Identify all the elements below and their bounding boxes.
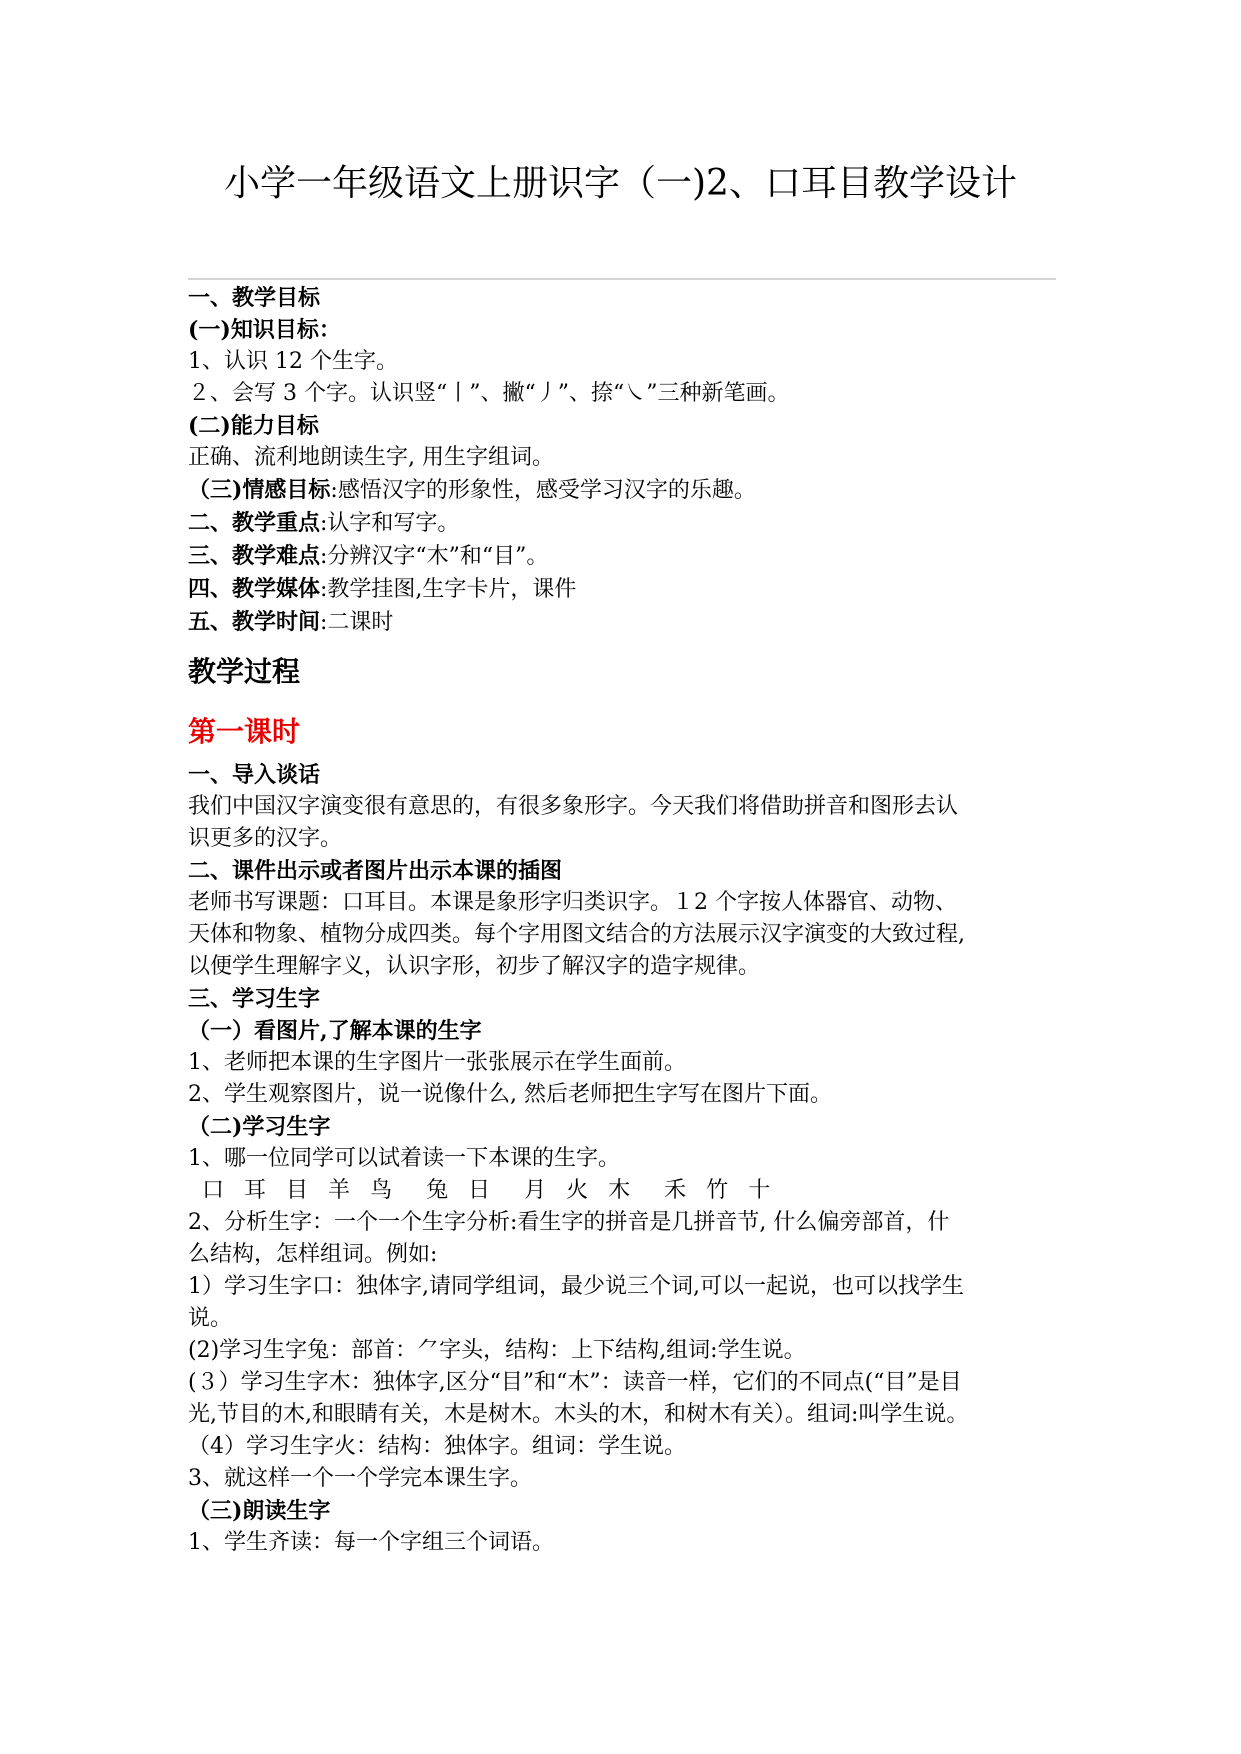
section-3-title: 三、学习生字	[188, 986, 321, 1012]
emotion-goal-label: （三)情感目标	[188, 477, 331, 503]
media-label: 四、教学媒体	[188, 576, 321, 602]
difficulty-line	[188, 540, 1056, 573]
character-item: 羊	[328, 1178, 351, 1203]
goals-heading: 一、教学目标	[188, 285, 321, 311]
character-item: 火	[566, 1178, 589, 1203]
knowledge-goal-label: (一)知识目标：	[188, 317, 341, 343]
subsection-2-line-5a: (３）学习生字木：独体字,区分“目”和“木”：读音一样，它们的不同点(“目”是目	[188, 1370, 962, 1395]
character-item: 鸟	[370, 1178, 393, 1203]
subsection-2-line-3b: 说。	[188, 1306, 233, 1331]
subsection-3-title: （三)朗读生字	[188, 1498, 331, 1524]
section-2-title: 二、课件出示或者图片出示本课的插图	[188, 858, 563, 884]
subsection-2-line-5b: 光,节目的木,和眼睛有关，木是树木。木头的木，和树木有关）。组词:叫学生说。	[188, 1402, 969, 1427]
character-item: 竹	[706, 1178, 729, 1203]
subsection-2-line-7: 3、就这样一个一个学完本课生字。	[188, 1466, 532, 1491]
difficulty-label: 三、教学难点	[188, 543, 321, 569]
subsection-2-line-2a: 2、分析生字：一个一个生字分析:看生字的拼音是几拼音节, 什么偏旁部首，什	[188, 1210, 950, 1235]
subsection-2-line-1: 1、哪一位同学可以试着读一下本课的生字。	[188, 1146, 620, 1171]
subsection-1-line-1: 1、老师把本课的生字图片一张张展示在学生面前。	[188, 1050, 686, 1075]
section-1-text-a: 我们中国汉字演变很有意思的，有很多象形字。今天我们将借助拼音和图形去认	[188, 794, 959, 819]
subsection-2-title: （二)学习生字	[188, 1114, 331, 1140]
media-line	[188, 573, 1056, 606]
subsection-2-line-4: (2)学习生字兔：部首：⺈字头，结构：上下结构,组词:学生说。	[188, 1338, 806, 1363]
character-item: 兔	[426, 1178, 449, 1203]
focus-line	[188, 507, 1056, 540]
subsection-1-line-2: 2、学生观察图片，说一说像什么, 然后老师把生字写在图片下面。	[188, 1082, 832, 1107]
character-item: 十	[748, 1178, 771, 1203]
section-2-text-c: 以便学生理解字义，认识字形，初步了解汉字的造字规律。	[188, 954, 761, 979]
character-item: 月	[524, 1178, 547, 1203]
focus-label: 二、教学重点	[188, 510, 321, 536]
lesson-1-heading: 第一课时	[188, 715, 301, 748]
emotion-goal-line	[188, 474, 1056, 507]
emotion-goal-text: :感悟汉字的形象性，感受学习汉字的乐趣。	[330, 478, 756, 503]
subsection-3-line-1: 1、学生齐读：每一个字组三个词语。	[188, 1530, 554, 1555]
knowledge-item-1: 1、认识 12 个生字。	[188, 349, 398, 374]
section-2-text-b: 天体和物象、植物分成四类。每个字用图文结合的方法展示汉字演变的大致过程,	[188, 922, 965, 947]
document-title: 小学一年级语文上册识字（一)2、口耳目教学设计	[224, 163, 1017, 204]
subsection-2-line-2b: 么结构，怎样组词。例如:	[188, 1242, 438, 1267]
document-body	[188, 282, 1056, 1559]
character-item: 耳	[244, 1178, 267, 1203]
difficulty-text: :分辨汉字“木”和“目”。	[320, 544, 549, 569]
character-item: 木	[608, 1178, 631, 1203]
ability-goal-label: (二)能力目标	[188, 413, 319, 439]
time-label: 五、教学时间	[188, 609, 321, 635]
subsection-1-title: （一）看图片,了解本课的生字	[188, 1018, 482, 1044]
knowledge-item-2: ２、会写 3 个字。认识竖“丨”、撇“丿”、捺“㇏”三种新笔画。	[188, 381, 790, 406]
process-heading: 教学过程	[188, 655, 301, 688]
section-1-text-b: 识更多的汉字。	[188, 826, 343, 851]
title-divider	[188, 278, 1056, 280]
media-text: :教学挂图,生字卡片，课件	[320, 577, 577, 602]
time-line	[188, 606, 1056, 639]
character-item: 口	[202, 1178, 225, 1203]
character-item: 日	[468, 1178, 491, 1203]
subsection-2-line-6: （4）学习生字火：结构：独体字。组词：学生说。	[188, 1434, 686, 1459]
section-1-title: 一、导入谈话	[188, 762, 321, 788]
character-item: 目	[286, 1178, 309, 1203]
character-list	[188, 1175, 1056, 1207]
time-text: :二课时	[320, 610, 394, 635]
focus-text: :认字和写字。	[320, 511, 460, 536]
subsection-2-line-3a: 1）学习生字口：独体字,请同学组词，最少说三个词,可以一起说，也可以找学生	[188, 1274, 964, 1299]
ability-goal-text: 正确、流利地朗读生字, 用生字组词。	[188, 445, 554, 470]
section-2-text-a: 老师书写课题：口耳目。本课是象形字归类识字。１2 个字按人体器官、动物、	[188, 890, 957, 915]
character-item: 禾	[664, 1178, 687, 1203]
